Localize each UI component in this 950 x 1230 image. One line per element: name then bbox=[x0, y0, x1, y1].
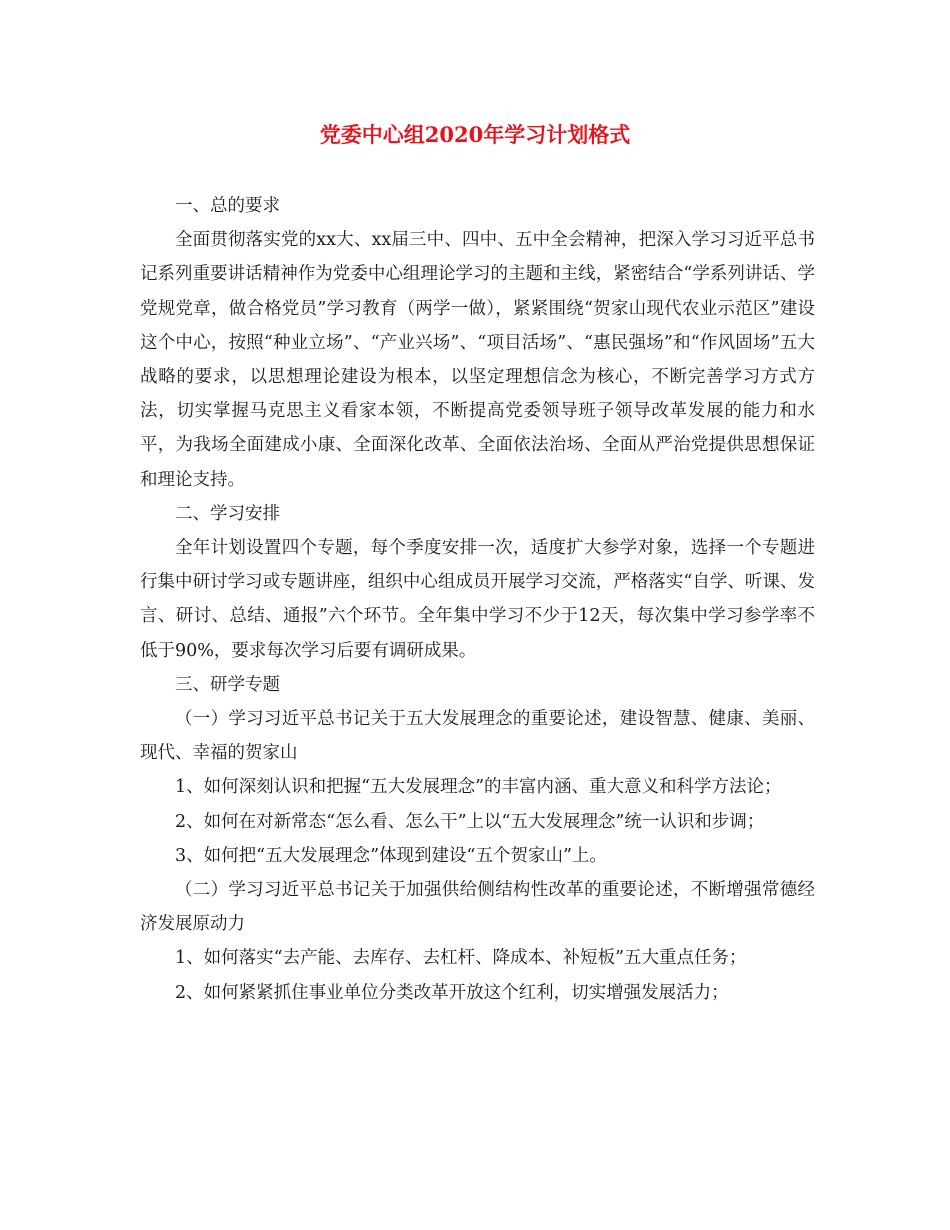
topic-one-heading: （一）学习习近平总书记关于五大发展理念的重要论述，建设智慧、健康、美丽、现代、幸福的贺家山 bbox=[140, 709, 815, 764]
topic-one-item-2: 2、如何在对新常态“怎么看、怎么干”上以“五大发展理念”统一认识和步调； bbox=[175, 811, 765, 832]
document-title: 党委中心组2020年学习计划格式 bbox=[319, 122, 631, 147]
heading-study-arrangement: 二、学习安排 bbox=[175, 503, 280, 524]
topic-one-item-3: 3、如何把“五大发展理念”体现到建设“五个贺家山”上。 bbox=[175, 845, 607, 866]
heading-research-topics: 三、研学专题 bbox=[175, 674, 280, 695]
document-body bbox=[140, 189, 815, 1010]
heading-general-requirements: 一、总的要求 bbox=[175, 196, 280, 216]
paragraph-general-requirements: 全面贯彻落实党的xx大、xx届三中、四中、五中全会精神，把深入学习习近平总书记系列重要讲话精神作为党委中心组理论学习的主题和主线，紧密结合“学系列讲话、学党规党章，做合格党员”学习教育（两学一做），紧紧围绕“贺家山现代农业示范区”建设这个中心，按照“种业立场”、“产业兴场”、“项目活场”、“惠民强场”和“作风固场”五大战略的要求，以思想理论建设为根本，以坚定理想信念为核心，不断完善学习方式方法，切实掌握马克思主义看家本领，不断提高党委领导班子领导改革发展的能力和水平，为我场全面建成小康、全面深化改革、全面依法治场、全面从严治党提供思想保证和理论支持。 bbox=[140, 230, 815, 490]
topic-two-item-2: 2、如何紧紧抓住事业单位分类改革开放这个红利，切实增强发展活力； bbox=[175, 982, 729, 1003]
paragraph-study-arrangement: 全年计划设置四个专题，每个季度安排一次，适度扩大参学对象，选择一个专题进行集中研讨学习或专题讲座，组织中心组成员开展学习交流，严格落实“自学、听课、发言、研讨、总结、通报”六个环节。全年集中学习不少于12天，每次集中学习参学率不低于90%，要求每次学习后要有调研成果。 bbox=[140, 538, 815, 661]
topic-two-heading: （二）学习习近平总书记关于加强供给侧结构性改革的重要论述，不断增强常德经济发展原动力 bbox=[140, 880, 815, 935]
topic-two-item-1: 1、如何落实“去产能、去库存、去杠杆、降成本、补短板”五大重点任务； bbox=[175, 948, 747, 969]
topic-one-item-1: 1、如何深刻认识和把握“五大发展理念”的丰富内涵、重大意义和科学方法论； bbox=[175, 777, 782, 798]
